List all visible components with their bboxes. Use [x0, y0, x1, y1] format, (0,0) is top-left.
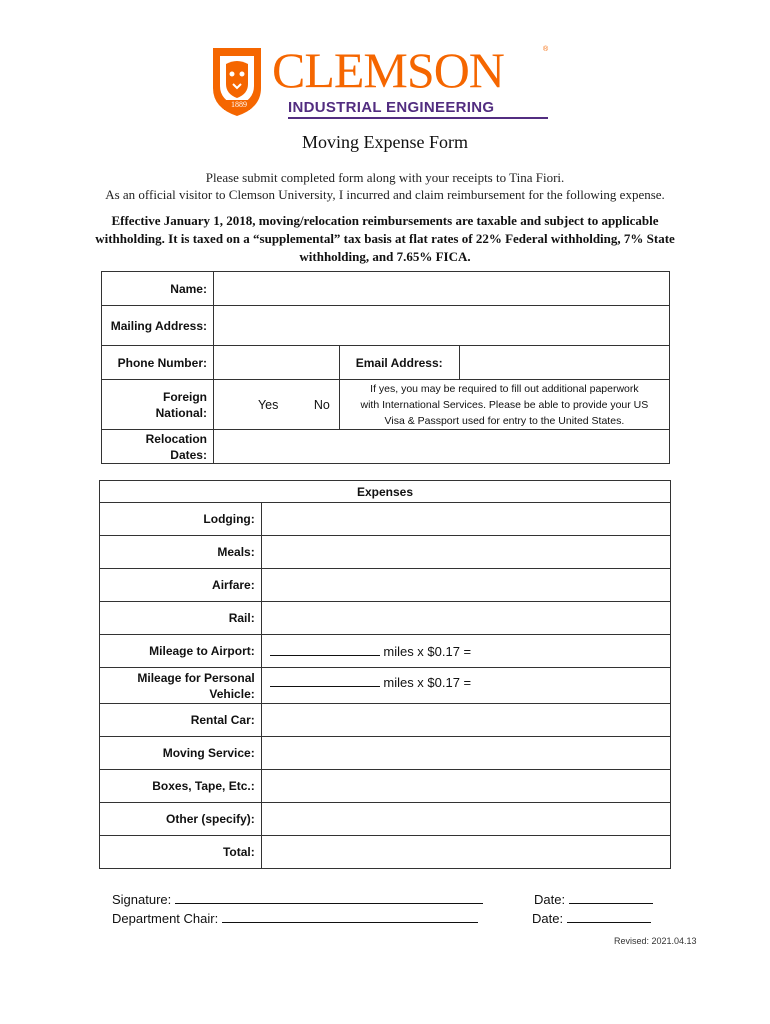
no-option[interactable]: No: [313, 397, 330, 412]
mileage-personal-line-2: Vehicle:: [209, 686, 255, 701]
expenses-header: Expenses: [100, 481, 671, 503]
chair-row: [112, 910, 478, 926]
rental-car-input[interactable]: [261, 704, 670, 737]
foreign-note-line-2: with International Services. Please be able to provide your US: [360, 398, 649, 411]
mileage-personal-input[interactable]: [270, 674, 380, 687]
mileage-airport-label: Mileage to Airport:: [100, 635, 262, 668]
other-input[interactable]: [261, 803, 670, 836]
meals-label: Meals:: [100, 536, 262, 569]
lodging-label: Lodging:: [100, 503, 262, 536]
chair-date-input[interactable]: [567, 910, 651, 923]
foreign-national-choice: [213, 380, 339, 430]
signature-date-row: [534, 891, 653, 907]
boxes-input[interactable]: [261, 770, 670, 803]
chair-date-row: [532, 910, 651, 926]
mileage-personal-cell: [261, 668, 670, 704]
relocation-dates-input[interactable]: [213, 430, 669, 464]
name-input[interactable]: [213, 272, 669, 306]
intro-line-2: As an official visitor to Clemson University, I incurred and claim reimbursement for the following expense.: [105, 187, 665, 202]
signature-date-label: Date:: [534, 892, 566, 907]
revised-date: Revised: 2021.04.13: [614, 936, 697, 946]
mileage-airport-input[interactable]: [270, 643, 380, 656]
airfare-label: Airfare:: [100, 569, 262, 602]
phone-label: Phone Number:: [102, 346, 214, 380]
mileage-airport-cell: [261, 635, 670, 668]
department-name: INDUSTRIAL ENGINEERING: [288, 98, 548, 119]
registered-mark: ®: [543, 46, 549, 53]
intro-line-1: Please submit completed form along with your receipts to Tina Fiori.: [205, 170, 565, 185]
shield-year: 1889: [231, 100, 247, 109]
email-label: Email Address:: [339, 346, 459, 380]
signature-label: Signature:: [112, 892, 172, 907]
tax-notice: Effective January 1, 2018, moving/relocation reimbursements are taxable and subject to applicable withholding. It is taxed on a “supplemental” tax basis at flat rates of 22% Federal withholding, 7% State withholding, and 7.65% FICA.: [95, 213, 675, 264]
phone-input[interactable]: [213, 346, 339, 380]
rail-input[interactable]: [261, 602, 670, 635]
relocation-dates-label: [102, 430, 214, 464]
meals-input[interactable]: [261, 536, 670, 569]
email-input[interactable]: [459, 346, 669, 380]
mileage-personal-rate: miles x $0.17 =: [383, 675, 472, 690]
name-label: Name:: [102, 272, 214, 306]
foreign-note-line-3: Visa & Passport used for entry to the United States.: [384, 414, 625, 427]
boxes-label: Boxes, Tape, Etc.:: [100, 770, 262, 803]
lodging-input[interactable]: [261, 503, 670, 536]
expenses-table: [99, 480, 671, 869]
chair-date-label: Date:: [532, 911, 564, 926]
page-title: Moving Expense Form: [302, 132, 468, 152]
moving-service-input[interactable]: [261, 737, 670, 770]
moving-service-label: Moving Service:: [100, 737, 262, 770]
foreign-national-label: [102, 380, 214, 430]
total-input[interactable]: [261, 836, 670, 869]
foreign-label-line-2: National:: [155, 405, 207, 420]
total-label: Total:: [100, 836, 262, 869]
department-chair-label: Department Chair:: [112, 911, 219, 926]
signature-row: [112, 891, 483, 907]
mileage-personal-label: [100, 668, 262, 704]
airfare-input[interactable]: [261, 569, 670, 602]
mileage-personal-line-1: Mileage for Personal: [137, 670, 255, 685]
brand-name: CLEMSON: [272, 42, 504, 98]
clemson-logo: [210, 42, 555, 122]
signature-date-input[interactable]: [569, 891, 653, 904]
rental-car-label: Rental Car:: [100, 704, 262, 737]
foreign-note-line-1: If yes, you may be required to fill out additional paperwork: [370, 382, 639, 395]
rail-label: Rail:: [100, 602, 262, 635]
signature-input[interactable]: [175, 891, 483, 904]
foreign-national-note: [339, 380, 669, 430]
other-label: Other (specify):: [100, 803, 262, 836]
mailing-address-input[interactable]: [213, 306, 669, 346]
info-table: [101, 271, 670, 464]
mailing-address-label: Mailing Address:: [102, 306, 214, 346]
yes-option[interactable]: Yes: [257, 397, 279, 412]
foreign-label-line-1: Foreign: [162, 389, 207, 404]
relocation-label-line-1: Relocation: [145, 431, 207, 446]
department-chair-input[interactable]: [222, 910, 478, 923]
relocation-label-line-2: Dates:: [170, 447, 207, 462]
mileage-airport-rate: miles x $0.17 =: [383, 644, 472, 659]
